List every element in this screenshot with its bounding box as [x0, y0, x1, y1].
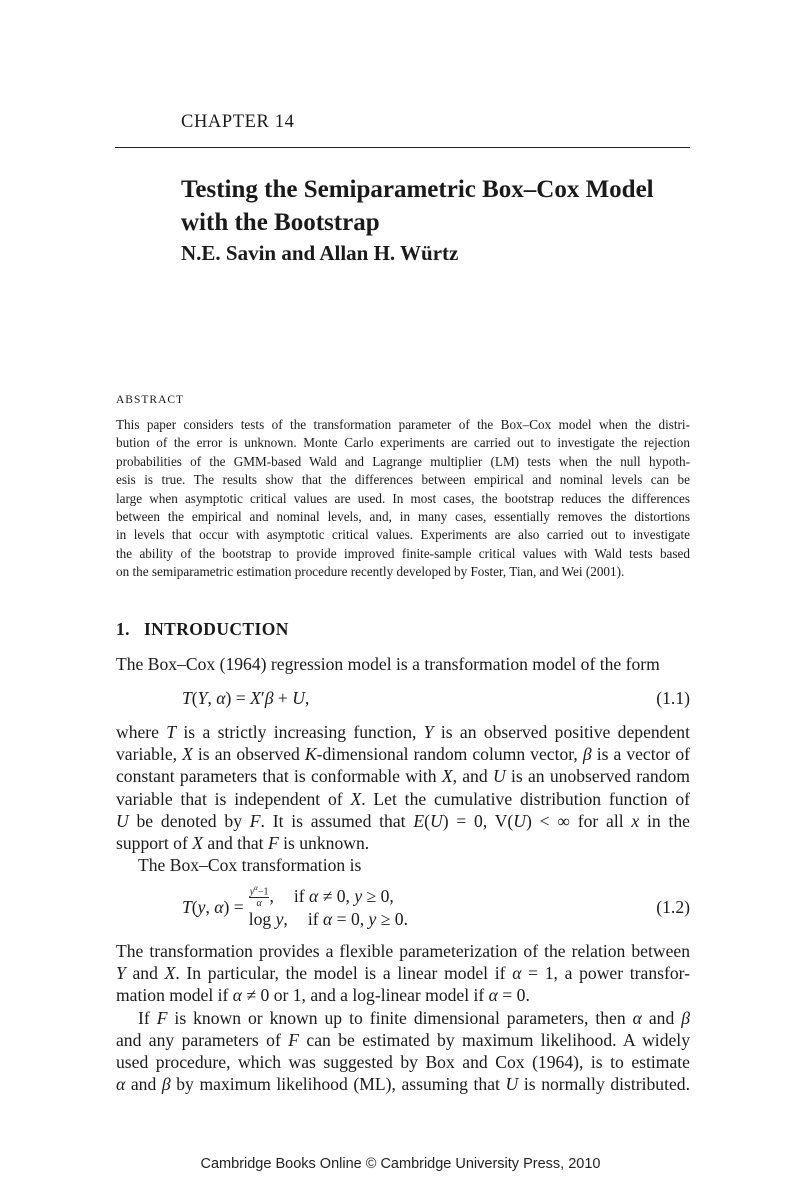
- abstract-line: between the empirical and nominal levels, and, in many cases, essentially removes the distortions: [116, 509, 690, 525]
- body-line: Y and X. In particular, the model is a linear model if α = 1, a power transfor-: [116, 963, 691, 984]
- abstract-line: the ability of the bootstrap to provide improved finite-sample critical values with Wald tests based: [116, 545, 690, 561]
- abstract-line: on the semiparametric estimation procedure recently developed by Foster, Tian, and Wei (2001).: [116, 564, 625, 580]
- intro-paragraph-1: [116, 653, 690, 675]
- equation-number-1-2: (1.2): [656, 897, 690, 917]
- intro-paragraph-3: [116, 940, 690, 1095]
- body-line: mation model if α ≠ 0 or 1, and a log-linear model if α = 0.: [116, 985, 530, 1006]
- section-number: 1.: [116, 619, 130, 639]
- body-line: U be denoted by F. It is assumed that E(U) = 0, V(U) < ∞ for all x in the: [116, 810, 690, 831]
- section-title: INTRODUCTION: [143, 619, 289, 639]
- abstract-heading: ABSTRACT: [116, 394, 185, 406]
- equation-1-1: T(Y, α) = X′β + U,: [182, 688, 310, 708]
- body-line: α and β by maximum likelihood (ML), assuming that U is normally distributed.: [116, 1074, 690, 1095]
- chapter-rule: [115, 147, 690, 148]
- body-line: support of X and that F is unknown.: [116, 833, 370, 854]
- title-line-1: Testing the Semiparametric Box–Cox Model: [181, 176, 654, 203]
- body-line: The Box–Cox transformation is: [138, 855, 362, 876]
- authors: N.E. Savin and Allan H. Würtz: [181, 241, 459, 265]
- body-line: The transformation provides a flexible parameterization of the relation between: [116, 941, 690, 961]
- body-line: where T is a strictly increasing function, Y is an observed positive dependent: [116, 722, 690, 742]
- section-heading: [116, 619, 289, 640]
- body-line: If F is known or known up to finite dimensional parameters, then α and β: [138, 1007, 690, 1028]
- intro-paragraph-2: [116, 721, 690, 876]
- fraction: $\frac{y^\alpha-1}{\alpha}$: [249, 883, 269, 910]
- body-line: used procedure, which was suggested by Box and Cox (1964), is to estimate: [116, 1052, 690, 1073]
- body-line: The Box–Cox (1964) regression model is a transformation model of the form: [116, 654, 660, 674]
- abstract-line: large when asymptotic critical values are used. In most cases, the bootstrap reduces the differences: [116, 490, 690, 506]
- abstract-line: in levels that occur with asymptotic critical values. Experiments are also carried out to investigate: [116, 527, 690, 543]
- abstract-line: probabilities of the GMM-based Wald and Lagrange multiplier (LM) tests when the null hypoth-: [116, 453, 690, 469]
- copyright-footer: Cambridge Books Online © Cambridge University Press, 2010: [200, 1156, 601, 1172]
- body-line: variable that is independent of X. Let the cumulative distribution function of: [116, 788, 691, 809]
- title-line-2: with the Bootstrap: [181, 209, 380, 236]
- chapter-label: CHAPTER 14: [181, 112, 295, 132]
- equation-1-2: T(y, α) = $\frac{y^\alpha-1}{\alpha}$ , if α ≠ 0, y ≥ 0, log y, if α = 0, y ≥ 0.: [182, 883, 409, 929]
- body-line: constant parameters that is conformable with X, and U is an unobserved random: [116, 766, 690, 787]
- abstract-text: [116, 416, 690, 582]
- equation-number-1-1: (1.1): [656, 688, 690, 708]
- abstract-line: bution of the error is unknown. Monte Carlo experiments are carried out to investigate the rejection: [116, 435, 690, 451]
- paper-title: [181, 173, 701, 239]
- body-line: and any parameters of F can be estimated by maximum likelihood. A widely: [116, 1029, 690, 1050]
- body-line: variable, X is an observed K-dimensional random column vector, β is a vector of: [116, 744, 690, 765]
- abstract-line: esis is true. The results show that the differences between empirical and nominal levels can be: [116, 472, 690, 488]
- abstract-line: This paper considers tests of the transformation parameter of the Box–Cox model when the distri-: [116, 417, 690, 432]
